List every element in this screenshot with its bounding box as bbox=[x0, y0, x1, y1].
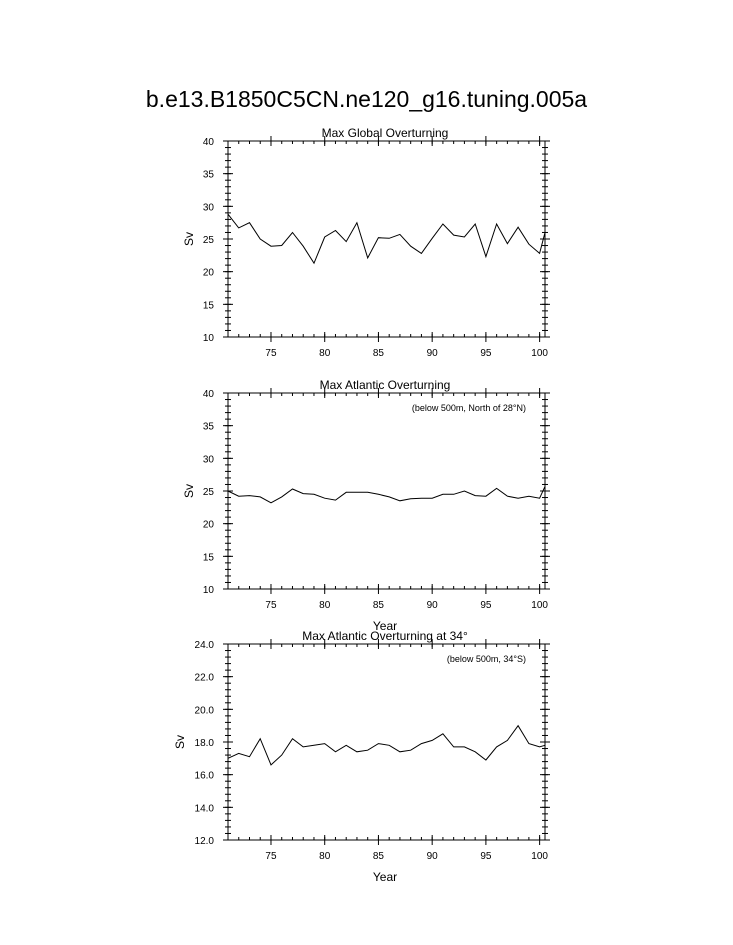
y-tick-label: 35 bbox=[202, 169, 214, 181]
x-tick-label: 90 bbox=[426, 348, 438, 359]
y-tick-label: 35 bbox=[202, 421, 214, 433]
x-tick-label: 80 bbox=[319, 348, 331, 359]
x-tick-label: 85 bbox=[372, 348, 385, 359]
y-tick-label: 25 bbox=[202, 235, 214, 246]
y-tick-label: 15 bbox=[202, 300, 214, 312]
x-tick-label: 85 bbox=[372, 851, 385, 862]
x-axis-label: Year bbox=[372, 619, 398, 633]
y-axis-label: Sv bbox=[173, 734, 187, 750]
chart-atlantic-overturning-34 bbox=[173, 629, 550, 884]
x-tick-label: 100 bbox=[531, 348, 548, 359]
x-tick-label: 90 bbox=[426, 600, 438, 611]
x-tick-label: 100 bbox=[531, 851, 548, 862]
series-line bbox=[228, 214, 545, 263]
plot-frame bbox=[228, 644, 545, 840]
x-tick-label: 95 bbox=[480, 851, 492, 862]
page-title: b.e13.B1850C5CN.ne120_g16.tuning.005a bbox=[145, 86, 588, 112]
chart-title: Max Atlantic Overturning bbox=[319, 378, 451, 392]
y-tick-label: 40 bbox=[202, 389, 214, 400]
y-axis-label: Sv bbox=[182, 231, 196, 247]
x-tick-label: 95 bbox=[480, 348, 492, 359]
plot-frame bbox=[228, 141, 545, 337]
y-tick-label: 30 bbox=[202, 202, 214, 214]
y-tick-label: 18.0 bbox=[194, 738, 214, 749]
x-tick-label: 75 bbox=[265, 851, 277, 862]
y-tick-label: 20 bbox=[202, 519, 214, 531]
x-tick-label: 75 bbox=[265, 600, 277, 611]
x-axis-label: Year bbox=[372, 870, 398, 884]
series-line bbox=[228, 726, 545, 765]
y-tick-label: 22.0 bbox=[194, 672, 214, 684]
chart-atlantic-overturning bbox=[182, 378, 550, 633]
chart-annotation: (below 500m, North of 28°N) bbox=[411, 403, 526, 413]
y-axis-label: Sv bbox=[182, 483, 196, 499]
y-tick-label: 30 bbox=[202, 454, 214, 466]
y-tick-label: 40 bbox=[202, 137, 214, 148]
y-tick-label: 15 bbox=[202, 552, 214, 564]
plot-frame bbox=[228, 393, 545, 589]
series-line bbox=[228, 486, 545, 502]
y-tick-label: 24.0 bbox=[194, 640, 214, 651]
y-tick-label: 10 bbox=[202, 585, 214, 596]
y-tick-label: 12.0 bbox=[194, 836, 214, 847]
y-tick-label: 10 bbox=[202, 333, 214, 344]
chart-annotation: (below 500m, 34°S) bbox=[446, 654, 526, 664]
y-tick-label: 20 bbox=[202, 267, 214, 279]
x-tick-label: 80 bbox=[319, 600, 331, 611]
x-tick-label: 90 bbox=[426, 851, 438, 862]
x-tick-label: 85 bbox=[372, 600, 385, 611]
y-tick-label: 16.0 bbox=[194, 770, 214, 782]
chart-title: Max Global Overturning bbox=[321, 126, 449, 140]
chart-title: Max Atlantic Overturning at 34° bbox=[302, 629, 468, 643]
y-tick-label: 25 bbox=[202, 487, 214, 498]
chart-global-overturning bbox=[182, 126, 550, 359]
x-tick-label: 75 bbox=[265, 348, 277, 359]
y-tick-label: 20.0 bbox=[194, 705, 214, 717]
x-tick-label: 100 bbox=[531, 600, 548, 611]
x-tick-label: 95 bbox=[480, 600, 492, 611]
x-tick-label: 80 bbox=[319, 851, 331, 862]
y-tick-label: 14.0 bbox=[194, 803, 214, 815]
